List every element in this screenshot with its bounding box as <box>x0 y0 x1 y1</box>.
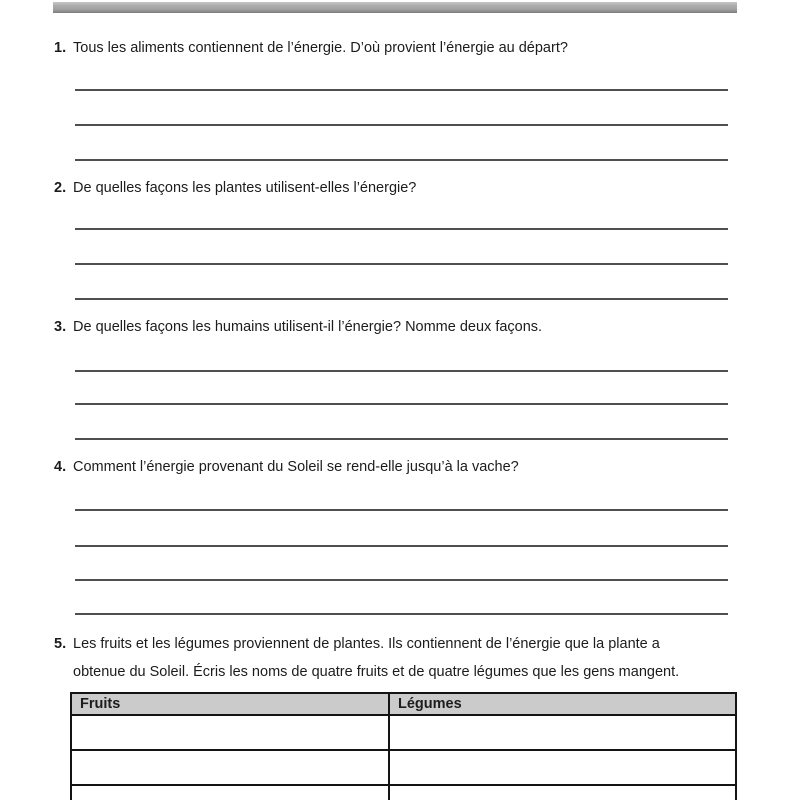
answer-line <box>75 613 728 615</box>
answer-line <box>75 403 728 405</box>
question-2 <box>54 179 746 198</box>
table-cell-fruits <box>71 715 389 750</box>
answer-line <box>75 159 728 161</box>
table-cell-fruits <box>71 750 389 785</box>
question-5-text <box>73 630 746 686</box>
table-cell-fruits <box>71 785 389 800</box>
table-row <box>71 785 736 800</box>
question-4-number: 4. <box>54 459 67 475</box>
answer-line <box>75 579 728 581</box>
question-1 <box>54 39 746 58</box>
question-4 <box>54 458 746 477</box>
question-2-number: 2. <box>54 180 67 196</box>
question-1-text: Tous les aliments contiennent de l’énergie. D’où provient l’énergie au départ? <box>73 40 568 56</box>
table-row <box>71 750 736 785</box>
question-3-text: De quelles façons les humains utilisent-il l’énergie? Nomme deux façons. <box>73 319 543 335</box>
answer-line <box>75 438 728 440</box>
table-header-row <box>71 693 736 715</box>
question-3-number: 3. <box>54 319 67 335</box>
fruits-legumes-table <box>70 692 737 800</box>
table-header-legumes: Légumes <box>389 693 736 715</box>
question-5-text-line2: obtenue du Soleil. Écris les noms de quatre fruits et de quatre légumes que les gens mangent. <box>73 664 680 680</box>
answer-line <box>75 370 728 372</box>
answer-line <box>75 228 728 230</box>
question-5-text-line1: Les fruits et les légumes proviennent de plantes. Ils contiennent de l’énergie que la plante a <box>73 636 660 652</box>
answer-line <box>75 545 728 547</box>
table-cell-legumes <box>389 785 736 800</box>
table-cell-legumes <box>389 715 736 750</box>
table-row <box>71 715 736 750</box>
question-2-text: De quelles façons les plantes utilisent-elles l’énergie? <box>73 180 417 196</box>
question-1-number: 1. <box>54 40 67 56</box>
answer-line <box>75 89 728 91</box>
header-bar <box>53 2 737 13</box>
question-5-number: 5. <box>54 636 67 652</box>
question-5 <box>54 630 746 686</box>
question-3 <box>54 318 746 337</box>
answer-line <box>75 263 728 265</box>
question-4-text: Comment l’énergie provenant du Soleil se rend-elle jusqu’à la vache? <box>73 459 519 475</box>
answer-line <box>75 298 728 300</box>
table-header-fruits: Fruits <box>71 693 389 715</box>
answer-line <box>75 124 728 126</box>
table-cell-legumes <box>389 750 736 785</box>
answer-line <box>75 509 728 511</box>
